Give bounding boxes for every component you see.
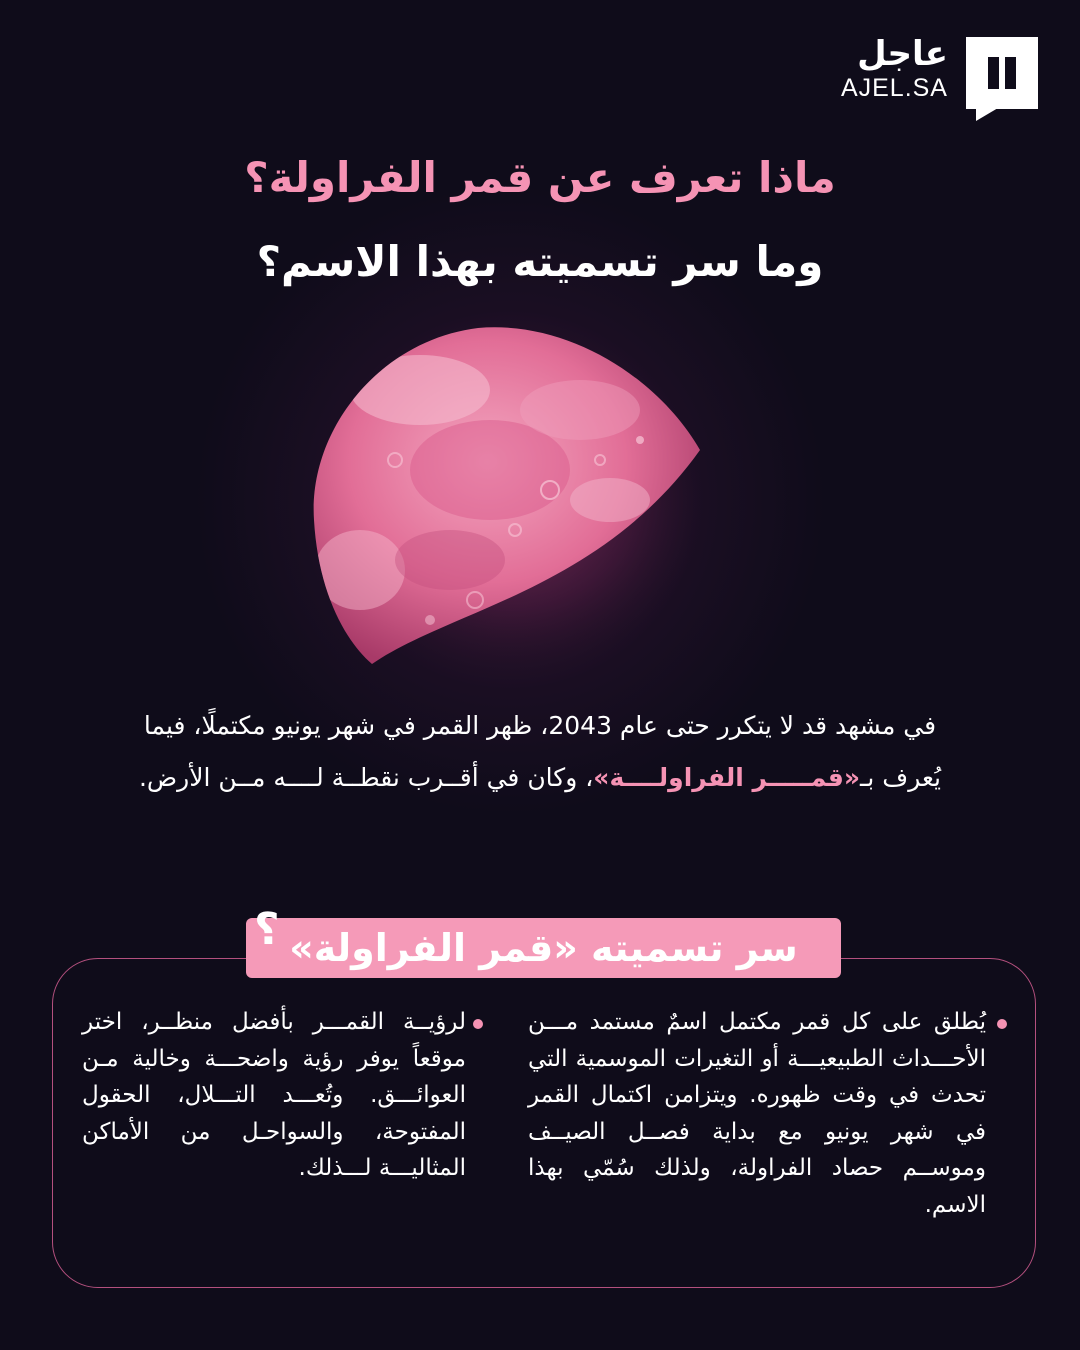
intro-paragraph [130,700,950,804]
naming-origin-text: يُطلق على كل قمر مكتمل اسمٌ مستمد مـــن الأحـــداث الطبيعيـــة أو التغيرات الموسمية التي تحدث في وقت ظهوره. ويتزامن اكتمال القمر في شهر يونيو مع بداية فصــل الصيــف وموســم حصاد الفراولة، ولذلك سُمّي بهذا الاسم. [528,1009,986,1218]
intro-text-part-2: ، وكان في أقــرب نقطــة لــــه مــن الأرض. [138,763,594,792]
headline-question-mark-2: ؟ [256,237,282,286]
intro-text-part-1: في مشهد قد لا يتكرر حتى عام 2043، ظهر القمر في شهر يونيو مكتملًا، فيما يُعرف بـ [143,711,942,792]
logo-bar-left [988,57,999,89]
strawberry-moon-image [300,320,720,680]
headline-line-2 [150,232,930,292]
headline-question-mark-1: ؟ [244,153,269,202]
brand-name-arabic: عاجل [857,34,948,74]
bullet-icon-right [997,1019,1007,1029]
section-title-question-mark: ؟ [254,904,280,955]
headline-line-2-text: وما سر تسميته بهذا الاسم [281,237,824,286]
viewing-tips-text: لرؤيــة القمـــر بأفضل منظــر، اختر موقعاً يوفر رؤية واضحـــة وخالية مـن العوائـــق. وتُعـــد التـــلال، الحقول المفتوحة، والسواحـل من الأماكن المثاليـــة لـــذلك. [82,1009,466,1181]
logo-speech-tail [976,108,998,121]
ajel-logo-icon [966,37,1038,109]
headline-line-1-text: ماذا تعرف عن قمر الفراولة [268,153,836,202]
bullet-icon-left [473,1019,483,1029]
brand-name-english: AJEL.SA [840,74,948,102]
section-title-badge [246,904,841,978]
logo-bar-right [1005,57,1016,89]
section-title-text: سر تسميته «قمر الفراولة» [289,926,798,970]
intro-highlight-strawberry-moon: «قمـــــر الفراولــــة» [593,763,861,792]
headline-line-1 [150,148,930,208]
